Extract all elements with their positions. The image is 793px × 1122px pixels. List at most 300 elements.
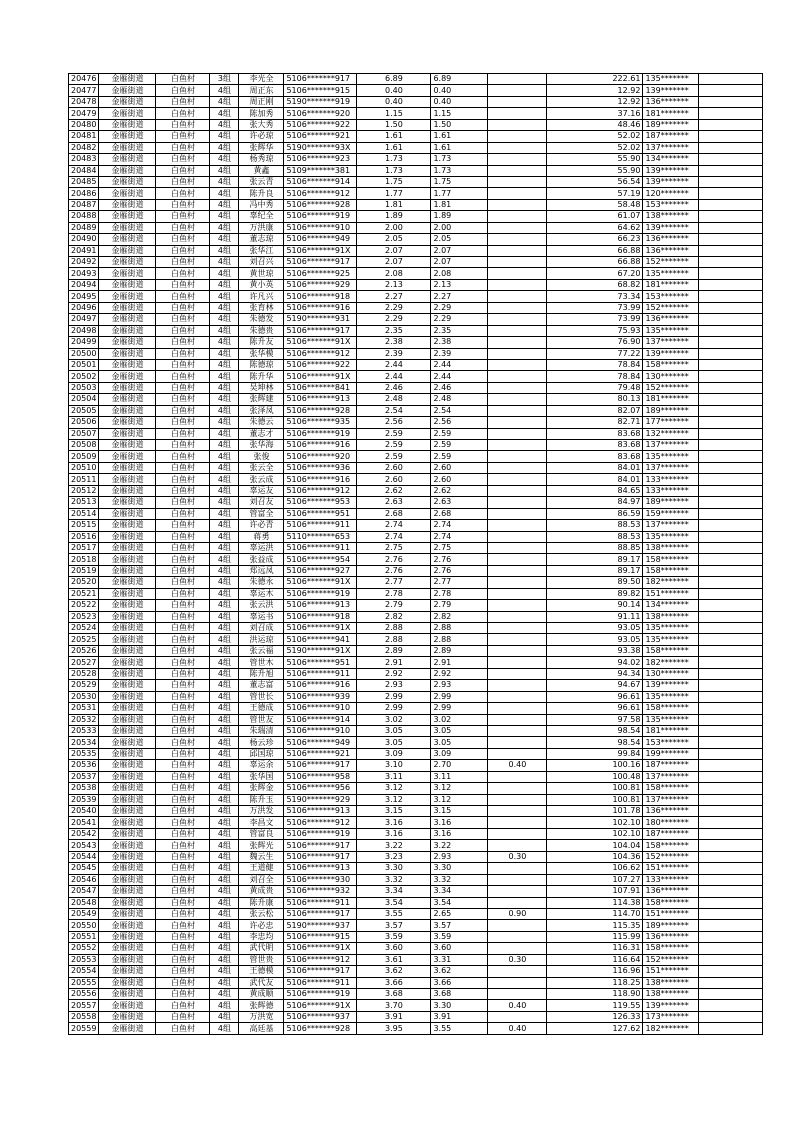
table-row	[69, 154, 763, 165]
area-total-cell: 1.50	[357, 119, 431, 130]
name-cell: 吴坤林	[239, 382, 284, 393]
phone-cell: 130*******	[643, 371, 699, 382]
blank-cell	[699, 863, 763, 874]
blank-cell	[699, 485, 763, 496]
area-a-cell: 2.59	[431, 428, 488, 439]
blank-cell	[699, 142, 763, 153]
name-cell: 陈升良	[239, 188, 284, 199]
area-b-cell	[488, 279, 547, 290]
row-number-cell: 20556	[69, 989, 99, 1000]
table-row	[69, 405, 763, 416]
group-cell: 4组	[210, 645, 239, 656]
id-number-cell: 5106*******912	[284, 817, 357, 828]
area-b-cell	[488, 691, 547, 702]
village-cell: 白鱼村	[156, 588, 210, 599]
name-cell: 冯中秀	[239, 199, 284, 210]
area-a-cell: 2.99	[431, 691, 488, 702]
row-number-cell: 20500	[69, 348, 99, 359]
amount-cell: 67.20	[547, 268, 643, 279]
group-cell: 4组	[210, 154, 239, 165]
blank-cell	[699, 119, 763, 130]
blank-cell	[699, 74, 763, 85]
amount-cell: 94.67	[547, 680, 643, 691]
name-cell: 辜运洪	[239, 542, 284, 553]
row-number-cell: 20512	[69, 485, 99, 496]
street-cell: 金雁街道	[99, 908, 156, 919]
area-total-cell: 2.92	[357, 668, 431, 679]
amount-cell: 58.48	[547, 199, 643, 210]
name-cell: 陈升友	[239, 337, 284, 348]
name-cell: 张华国	[239, 771, 284, 782]
area-a-cell: 2.46	[431, 382, 488, 393]
phone-cell: 189*******	[643, 920, 699, 931]
street-cell: 金雁街道	[99, 737, 156, 748]
area-a-cell: 2.63	[431, 497, 488, 508]
area-b-cell	[488, 417, 547, 428]
area-b-cell	[488, 142, 547, 153]
area-a-cell: 0.40	[431, 96, 488, 107]
area-b-cell	[488, 840, 547, 851]
name-cell: 黄成顺	[239, 989, 284, 1000]
phone-cell: 189*******	[643, 405, 699, 416]
street-cell: 金雁街道	[99, 474, 156, 485]
id-number-cell: 5106*******928	[284, 199, 357, 210]
id-number-cell: 5106*******917	[284, 966, 357, 977]
id-number-cell: 5106*******956	[284, 783, 357, 794]
phone-cell: 139*******	[643, 680, 699, 691]
area-b-cell	[488, 74, 547, 85]
blank-cell	[699, 371, 763, 382]
table-row	[69, 691, 763, 702]
id-number-cell: 5106*******91X	[284, 337, 357, 348]
street-cell: 金雁街道	[99, 234, 156, 245]
name-cell: 管富良	[239, 828, 284, 839]
group-cell: 4组	[210, 943, 239, 954]
amount-cell: 99.84	[547, 748, 643, 759]
group-cell: 4组	[210, 920, 239, 931]
group-cell: 4组	[210, 794, 239, 805]
street-cell: 金雁街道	[99, 394, 156, 405]
street-cell: 金雁街道	[99, 142, 156, 153]
phone-cell: 158*******	[643, 840, 699, 851]
group-cell: 4组	[210, 96, 239, 107]
street-cell: 金雁街道	[99, 222, 156, 233]
amount-cell: 116.31	[547, 943, 643, 954]
area-b-cell	[488, 943, 547, 954]
name-cell: 朱瑞清	[239, 725, 284, 736]
street-cell: 金雁街道	[99, 623, 156, 634]
group-cell: 3组	[210, 74, 239, 85]
table-row	[69, 771, 763, 782]
blank-cell	[699, 440, 763, 451]
area-total-cell: 2.27	[357, 291, 431, 302]
phone-cell: 180*******	[643, 817, 699, 828]
area-a-cell: 2.60	[431, 474, 488, 485]
table-row	[69, 977, 763, 988]
area-a-cell: 1.75	[431, 176, 488, 187]
area-total-cell: 2.39	[357, 348, 431, 359]
row-number-cell: 20559	[69, 1023, 99, 1034]
street-cell: 金雁街道	[99, 725, 156, 736]
area-a-cell: 2.93	[431, 851, 488, 862]
area-a-cell: 2.59	[431, 451, 488, 462]
amount-cell: 89.17	[547, 565, 643, 576]
village-cell: 白鱼村	[156, 154, 210, 165]
table-row	[69, 348, 763, 359]
street-cell: 金雁街道	[99, 966, 156, 977]
area-a-cell: 2.05	[431, 234, 488, 245]
village-cell: 白鱼村	[156, 657, 210, 668]
phone-cell: 181*******	[643, 725, 699, 736]
village-cell: 白鱼村	[156, 668, 210, 679]
table-row	[69, 222, 763, 233]
name-cell: 管世长	[239, 691, 284, 702]
row-number-cell: 20502	[69, 371, 99, 382]
village-cell: 白鱼村	[156, 680, 210, 691]
row-number-cell: 20497	[69, 314, 99, 325]
id-number-cell: 5106*******915	[284, 931, 357, 942]
name-cell: 许必忠	[239, 920, 284, 931]
id-number-cell: 5106*******954	[284, 554, 357, 565]
group-cell: 4组	[210, 176, 239, 187]
phone-cell: 134*******	[643, 154, 699, 165]
row-number-cell: 20516	[69, 531, 99, 542]
name-cell: 张云全	[239, 462, 284, 473]
area-b-cell	[488, 222, 547, 233]
row-number-cell: 20533	[69, 725, 99, 736]
street-cell: 金雁街道	[99, 611, 156, 622]
street-cell: 金雁街道	[99, 440, 156, 451]
blank-cell	[699, 577, 763, 588]
group-cell: 4组	[210, 748, 239, 759]
group-cell: 4组	[210, 806, 239, 817]
area-a-cell: 0.40	[431, 85, 488, 96]
phone-cell: 152*******	[643, 382, 699, 393]
group-cell: 4组	[210, 874, 239, 885]
area-a-cell: 3.54	[431, 897, 488, 908]
street-cell: 金雁街道	[99, 657, 156, 668]
amount-cell: 114.70	[547, 908, 643, 919]
id-number-cell: 5106*******91X	[284, 577, 357, 588]
table-row	[69, 748, 763, 759]
id-number-cell: 5106*******91X	[284, 943, 357, 954]
area-total-cell: 2.62	[357, 485, 431, 496]
area-total-cell: 3.61	[357, 954, 431, 965]
street-cell: 金雁街道	[99, 714, 156, 725]
id-number-cell: 5106*******949	[284, 737, 357, 748]
area-b-cell	[488, 588, 547, 599]
name-cell: 辜运木	[239, 588, 284, 599]
area-total-cell: 3.55	[357, 908, 431, 919]
row-number-cell: 20506	[69, 417, 99, 428]
table-row	[69, 96, 763, 107]
phone-cell: 139*******	[643, 85, 699, 96]
area-total-cell: 2.44	[357, 359, 431, 370]
amount-cell: 98.54	[547, 737, 643, 748]
table-row	[69, 908, 763, 919]
area-b-cell	[488, 325, 547, 336]
row-number-cell: 20494	[69, 279, 99, 290]
name-cell: 朱德永	[239, 577, 284, 588]
id-number-cell: 5106*******913	[284, 806, 357, 817]
group-cell: 4组	[210, 851, 239, 862]
area-total-cell: 2.05	[357, 234, 431, 245]
group-cell: 4组	[210, 1000, 239, 1011]
street-cell: 金雁街道	[99, 291, 156, 302]
id-number-cell: 5106*******914	[284, 714, 357, 725]
amount-cell: 102.10	[547, 817, 643, 828]
phone-cell: 138*******	[643, 989, 699, 1000]
blank-cell	[699, 234, 763, 245]
name-cell: 张辉德	[239, 1000, 284, 1011]
phone-cell: 137*******	[643, 462, 699, 473]
row-number-cell: 20487	[69, 199, 99, 210]
blank-cell	[699, 268, 763, 279]
name-cell: 张大秀	[239, 119, 284, 130]
row-number-cell: 20551	[69, 931, 99, 942]
id-number-cell: 5106*******937	[284, 1011, 357, 1022]
amount-cell: 73.99	[547, 302, 643, 313]
area-a-cell: 2.70	[431, 760, 488, 771]
village-cell: 白鱼村	[156, 291, 210, 302]
phone-cell: 151*******	[643, 588, 699, 599]
name-cell: 王德成	[239, 703, 284, 714]
amount-cell: 89.82	[547, 588, 643, 599]
blank-cell	[699, 737, 763, 748]
blank-cell	[699, 394, 763, 405]
street-cell: 金雁街道	[99, 188, 156, 199]
area-b-cell	[488, 531, 547, 542]
area-b-cell	[488, 897, 547, 908]
name-cell: 张益成	[239, 554, 284, 565]
area-a-cell: 2.62	[431, 485, 488, 496]
row-number-cell: 20503	[69, 382, 99, 393]
blank-cell	[699, 108, 763, 119]
row-number-cell: 20520	[69, 577, 99, 588]
phone-cell: 138*******	[643, 977, 699, 988]
row-number-cell: 20479	[69, 108, 99, 119]
row-number-cell: 20493	[69, 268, 99, 279]
street-cell: 金雁街道	[99, 886, 156, 897]
area-b-cell	[488, 886, 547, 897]
name-cell: 周正东	[239, 85, 284, 96]
area-b-cell	[488, 783, 547, 794]
group-cell: 4组	[210, 783, 239, 794]
group-cell: 4组	[210, 600, 239, 611]
area-b-cell	[488, 623, 547, 634]
area-total-cell: 3.10	[357, 760, 431, 771]
blank-cell	[699, 623, 763, 634]
village-cell: 白鱼村	[156, 382, 210, 393]
area-b-cell	[488, 302, 547, 313]
village-cell: 白鱼村	[156, 96, 210, 107]
area-b-cell	[488, 257, 547, 268]
area-a-cell: 3.32	[431, 874, 488, 885]
row-number-cell: 20480	[69, 119, 99, 130]
street-cell: 金雁街道	[99, 794, 156, 805]
table-row	[69, 542, 763, 553]
group-cell: 4组	[210, 703, 239, 714]
name-cell: 张云福	[239, 645, 284, 656]
blank-cell	[699, 851, 763, 862]
name-cell: 万洪康	[239, 222, 284, 233]
area-total-cell: 1.75	[357, 176, 431, 187]
phone-cell: 181*******	[643, 279, 699, 290]
area-a-cell: 2.78	[431, 588, 488, 599]
area-a-cell: 2.82	[431, 611, 488, 622]
id-number-cell: 5106*******91X	[284, 623, 357, 634]
area-a-cell: 3.59	[431, 931, 488, 942]
id-number-cell: 5106*******927	[284, 565, 357, 576]
row-number-cell: 20531	[69, 703, 99, 714]
street-cell: 金雁街道	[99, 760, 156, 771]
phone-cell: 151*******	[643, 863, 699, 874]
table-row	[69, 359, 763, 370]
amount-cell: 97.58	[547, 714, 643, 725]
area-a-cell: 2.27	[431, 291, 488, 302]
group-cell: 4组	[210, 520, 239, 531]
area-a-cell: 3.15	[431, 806, 488, 817]
area-a-cell: 2.76	[431, 554, 488, 565]
group-cell: 4组	[210, 657, 239, 668]
area-a-cell: 1.81	[431, 199, 488, 210]
amount-cell: 119.55	[547, 1000, 643, 1011]
area-total-cell: 2.07	[357, 257, 431, 268]
name-cell: 陈加秀	[239, 108, 284, 119]
area-total-cell: 2.77	[357, 577, 431, 588]
amount-cell: 37.16	[547, 108, 643, 119]
id-number-cell: 5106*******920	[284, 108, 357, 119]
area-total-cell: 0.40	[357, 96, 431, 107]
group-cell: 4组	[210, 291, 239, 302]
phone-cell: 135*******	[643, 634, 699, 645]
area-total-cell: 2.54	[357, 405, 431, 416]
area-total-cell: 2.88	[357, 634, 431, 645]
row-number-cell: 20515	[69, 520, 99, 531]
row-number-cell: 20513	[69, 497, 99, 508]
amount-cell: 100.81	[547, 783, 643, 794]
group-cell: 4组	[210, 245, 239, 256]
table-row	[69, 497, 763, 508]
area-total-cell: 3.32	[357, 874, 431, 885]
phone-cell: 152*******	[643, 302, 699, 313]
blank-cell	[699, 314, 763, 325]
area-total-cell: 1.77	[357, 188, 431, 199]
area-b-cell	[488, 920, 547, 931]
phone-cell: 137*******	[643, 520, 699, 531]
row-number-cell: 20518	[69, 554, 99, 565]
id-number-cell: 5106*******916	[284, 302, 357, 313]
phone-cell: 135*******	[643, 531, 699, 542]
row-number-cell: 20477	[69, 85, 99, 96]
street-cell: 金雁街道	[99, 85, 156, 96]
amount-cell: 107.91	[547, 886, 643, 897]
id-number-cell: 5106*******951	[284, 508, 357, 519]
area-a-cell: 3.05	[431, 725, 488, 736]
area-b-cell	[488, 966, 547, 977]
name-cell: 陈升康	[239, 897, 284, 908]
table-row	[69, 108, 763, 119]
street-cell: 金雁街道	[99, 405, 156, 416]
village-cell: 白鱼村	[156, 1011, 210, 1022]
table-row	[69, 1023, 763, 1034]
row-number-cell: 20488	[69, 211, 99, 222]
area-total-cell: 3.23	[357, 851, 431, 862]
group-cell: 4组	[210, 737, 239, 748]
row-number-cell: 20536	[69, 760, 99, 771]
phone-cell: 189*******	[643, 119, 699, 130]
amount-cell: 55.90	[547, 165, 643, 176]
table-row	[69, 74, 763, 85]
name-cell: 张辉华	[239, 142, 284, 153]
village-cell: 白鱼村	[156, 497, 210, 508]
area-total-cell: 2.78	[357, 588, 431, 599]
blank-cell	[699, 760, 763, 771]
village-cell: 白鱼村	[156, 840, 210, 851]
row-number-cell: 20504	[69, 394, 99, 405]
blank-cell	[699, 645, 763, 656]
name-cell: 张俊	[239, 451, 284, 462]
amount-cell: 83.68	[547, 440, 643, 451]
phone-cell: 135*******	[643, 623, 699, 634]
blank-cell	[699, 966, 763, 977]
name-cell: 辜运友	[239, 485, 284, 496]
village-cell: 白鱼村	[156, 142, 210, 153]
table-row	[69, 634, 763, 645]
id-number-cell: 5106*******917	[284, 908, 357, 919]
name-cell: 张育林	[239, 302, 284, 313]
table-row	[69, 863, 763, 874]
blank-cell	[699, 531, 763, 542]
area-a-cell: 2.39	[431, 348, 488, 359]
street-cell: 金雁街道	[99, 565, 156, 576]
village-cell: 白鱼村	[156, 977, 210, 988]
name-cell: 董志富	[239, 680, 284, 691]
area-b-cell	[488, 554, 547, 565]
area-a-cell: 2.74	[431, 520, 488, 531]
row-number-cell: 20509	[69, 451, 99, 462]
row-number-cell: 20539	[69, 794, 99, 805]
area-b-cell	[488, 234, 547, 245]
area-b-cell	[488, 577, 547, 588]
table-row	[69, 840, 763, 851]
row-number-cell: 20495	[69, 291, 99, 302]
area-b-cell	[488, 165, 547, 176]
street-cell: 金雁街道	[99, 520, 156, 531]
row-number-cell: 20525	[69, 634, 99, 645]
phone-cell: 135*******	[643, 325, 699, 336]
area-total-cell: 2.91	[357, 657, 431, 668]
area-a-cell: 2.07	[431, 245, 488, 256]
street-cell: 金雁街道	[99, 920, 156, 931]
table-row	[69, 325, 763, 336]
amount-cell: 52.02	[547, 142, 643, 153]
village-cell: 白鱼村	[156, 337, 210, 348]
area-a-cell: 3.62	[431, 966, 488, 977]
area-b-cell	[488, 737, 547, 748]
name-cell: 李昌文	[239, 817, 284, 828]
phone-cell: 153*******	[643, 199, 699, 210]
phone-cell: 138*******	[643, 611, 699, 622]
phone-cell: 139*******	[643, 176, 699, 187]
row-number-cell: 20554	[69, 966, 99, 977]
area-a-cell: 3.16	[431, 828, 488, 839]
name-cell: 许必青	[239, 520, 284, 531]
amount-cell: 48.46	[547, 119, 643, 130]
amount-cell: 222.61	[547, 74, 643, 85]
phone-cell: 136*******	[643, 234, 699, 245]
amount-cell: 76.90	[547, 337, 643, 348]
